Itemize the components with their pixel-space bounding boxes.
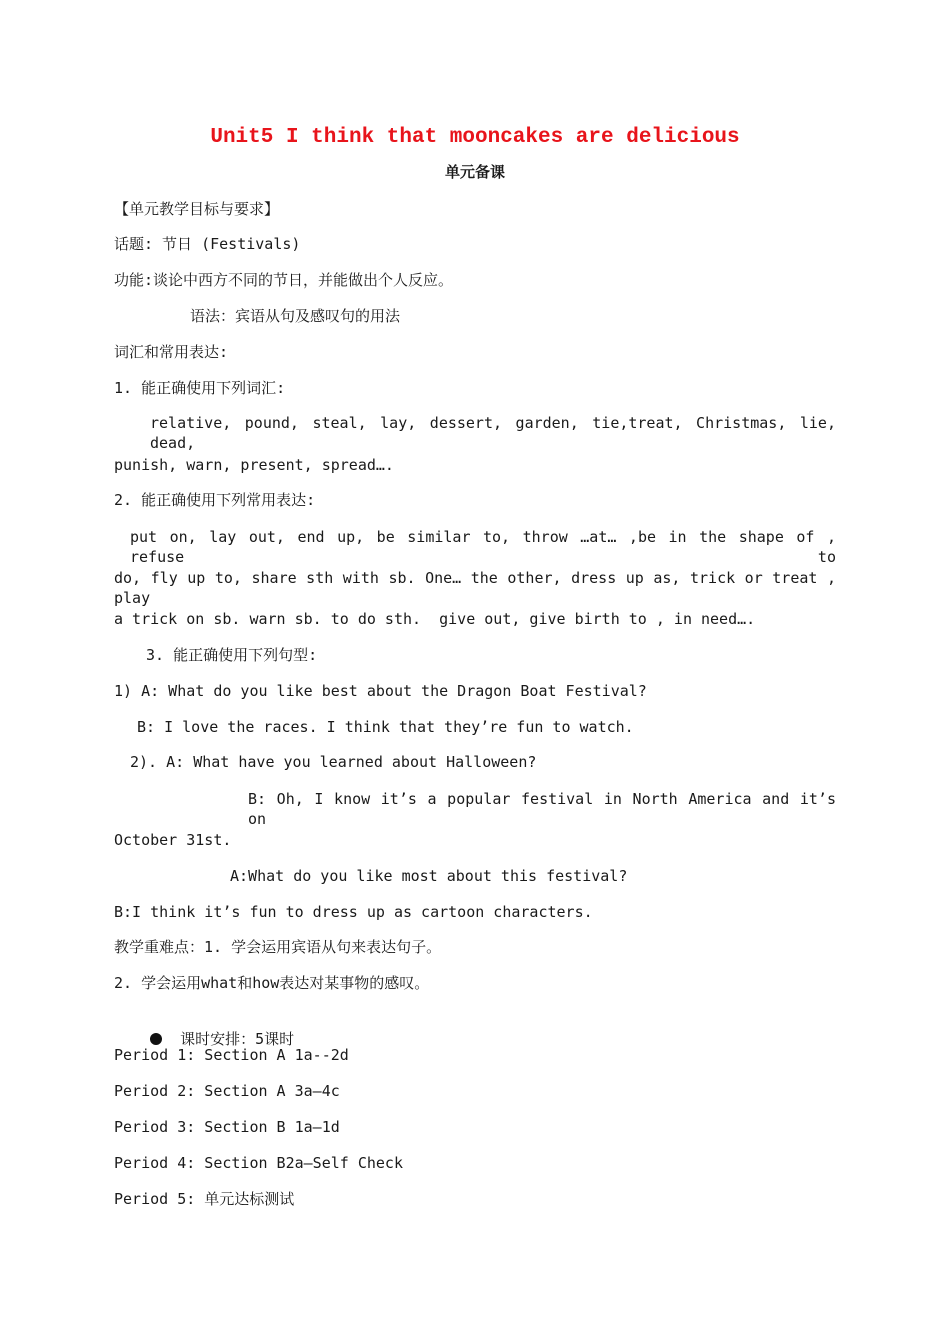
vocab-heading: 词汇和常用表达: xyxy=(114,343,229,361)
vocab-item1-line1: relative, pound, steal, lay, dessert, garden, tie,treat, Christmas, lie, dead, xyxy=(150,414,836,452)
dialogue2-a: 2). A: What have you learned about Halloween? xyxy=(130,753,537,771)
period-item: Period 1: Section A 1a--2d xyxy=(114,1046,349,1064)
vocab-item2-line2: do, fly up to, share sth with sb. One… the other, dress up as, trick or treat , play xyxy=(114,569,836,607)
topic-line: 话题: 节日 (Festivals) xyxy=(114,235,301,253)
bullet-icon xyxy=(150,1033,162,1045)
schedule-heading: 课时安排：5课时 xyxy=(180,1030,295,1048)
document-subtitle: 单元备课 xyxy=(444,163,505,181)
period-item: Period 4: Section B2a—Self Check xyxy=(114,1154,403,1172)
vocab-item3-heading: 3. 能正确使用下列句型: xyxy=(146,646,318,664)
vocab-item2-line3: a trick on sb. warn sb. to do sth. give out, give birth to , in need…. xyxy=(114,610,756,628)
dialogue2-b-line1: B: Oh, I know it’s a popular festival in North America and it’s on xyxy=(248,790,836,828)
dialogue2-a2: A:What do you like most about this festival? xyxy=(230,867,628,885)
vocab-item1-heading: 1. 能正确使用下列词汇: xyxy=(114,379,286,397)
grammar-line: 语法：宾语从句及感叹句的用法 xyxy=(190,307,401,325)
document-title: Unit5 I think that mooncakes are delicious xyxy=(210,126,740,149)
dialogue1-b: B: I love the races. I think that they’re fun to watch. xyxy=(137,718,634,736)
focus-line1: 教学重难点：1. 学会运用宾语从句来表达句子。 xyxy=(114,938,442,956)
dialogue2-b3: B:I think it’s fun to dress up as cartoon characters. xyxy=(114,903,593,921)
period-item: Period 5: 单元达标测试 xyxy=(114,1190,295,1208)
vocab-item2-line1: put on, lay out, end up, be similar to, throw …at… ,be in the shape of , refuse to xyxy=(130,528,836,566)
period-item: Period 2: Section A 3a—4c xyxy=(114,1082,340,1100)
period-item: Period 3: Section B 1a—1d xyxy=(114,1118,340,1136)
function-line: 功能:谈论中西方不同的节日，并能做出个人反应。 xyxy=(114,271,454,289)
focus-line2: 2. 学会运用what和how表达对某事物的感叹。 xyxy=(114,974,430,992)
vocab-item1-line2: punish, warn, present, spread…. xyxy=(114,456,394,474)
objectives-heading: 【单元教学目标与要求】 xyxy=(114,200,280,218)
vocab-item2-heading: 2. 能正确使用下列常用表达: xyxy=(114,491,316,509)
dialogue1-a: 1) A: What do you like best about the Dragon Boat Festival? xyxy=(114,682,647,700)
dialogue2-b-line2: October 31st. xyxy=(114,831,232,849)
